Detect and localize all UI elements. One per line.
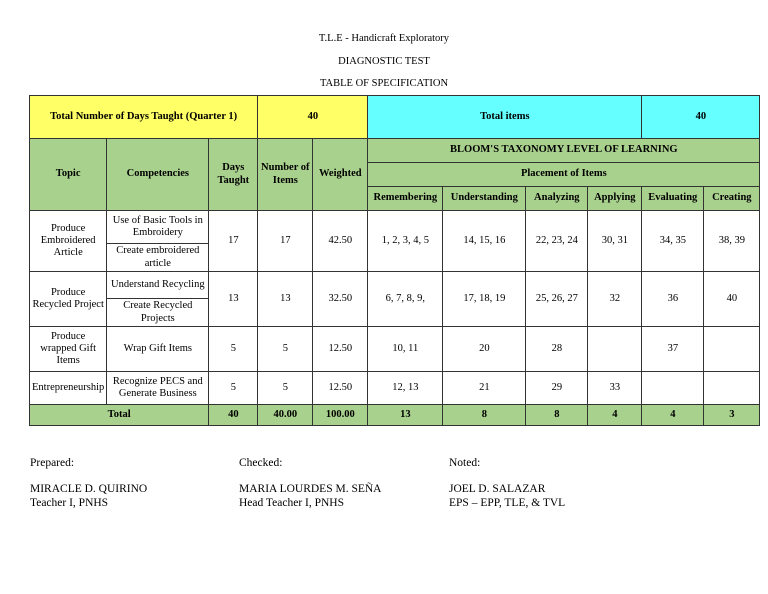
placement-cell: 22, 23, 24: [526, 211, 588, 272]
header-blooms-taxonomy: BLOOM'S TAXONOMY LEVEL OF LEARNING: [368, 139, 760, 163]
total-placement: 8: [443, 405, 526, 426]
competency-cell: Use of Basic Tools in Embroidery: [107, 211, 209, 244]
placement-cell: 17, 18, 19: [443, 272, 526, 327]
table-row: [30, 211, 760, 244]
noted-position: EPS – EPP, TLE, & TVL: [449, 497, 566, 509]
document-title: T.L.E - Handicraft Exploratory: [318, 33, 450, 44]
placement-cell: 30, 31: [588, 211, 642, 272]
total-placement: 3: [704, 405, 760, 426]
total-items-value: 40: [642, 96, 760, 139]
total-placement: 4: [588, 405, 642, 426]
placement-cell: 40: [704, 272, 760, 327]
topic-cell: Produce wrapped Gift Items: [30, 327, 107, 372]
table-row: [30, 372, 760, 405]
items-cell: 5: [258, 327, 313, 372]
placement-cell: 28: [526, 327, 588, 372]
placement-cell: 10, 11: [368, 327, 443, 372]
placement-cell: [704, 372, 760, 405]
competency-cell: Wrap Gift Items: [107, 327, 209, 372]
placement-cell: 32: [588, 272, 642, 327]
document-subtitle: DIAGNOSTIC TEST: [338, 55, 430, 67]
total-days: 40: [209, 405, 258, 426]
competency-cell: Create embroidered article: [107, 244, 209, 272]
header-level: Analyzing: [526, 187, 588, 211]
total-row: [30, 405, 760, 426]
table-row: [30, 327, 760, 372]
prepared-name: MIRACLE D. QUIRINO: [30, 483, 148, 495]
topic-cell: Produce Recycled Project: [30, 272, 107, 327]
total-items: 40.00: [258, 405, 313, 426]
header-level: Applying: [588, 187, 642, 211]
checked-name: MARIA LOURDES M. SEÑA: [239, 483, 382, 495]
placement-cell: [588, 327, 642, 372]
total-placement: 4: [642, 405, 704, 426]
placement-cell: 25, 26, 27: [526, 272, 588, 327]
header-competencies: Competencies: [107, 139, 209, 211]
prepared-signatory: [30, 456, 147, 510]
placement-cell: 21: [443, 372, 526, 405]
placement-cell: 38, 39: [704, 211, 760, 272]
items-cell: 13: [258, 272, 313, 327]
competency-cell: Understand Recycling: [107, 272, 209, 299]
competency-cell: Create Recycled Projects: [107, 299, 209, 327]
items-cell: 5: [258, 372, 313, 405]
days-taught-label: Total Number of Days Taught (Quarter 1): [30, 96, 258, 139]
placement-cell: 37: [642, 327, 704, 372]
total-placement: 13: [368, 405, 443, 426]
total-weighted: 100.00: [313, 405, 368, 426]
days-taught-value: 40: [258, 96, 368, 139]
header-placement: Placement of Items: [368, 163, 760, 187]
header-level: Remembering: [368, 187, 443, 211]
noted-signatory: [449, 456, 565, 510]
items-cell: 17: [258, 211, 313, 272]
placement-cell: 12, 13: [368, 372, 443, 405]
header-number-of-items: Number of Items: [258, 139, 313, 211]
weighted-cell: 12.50: [313, 327, 368, 372]
document-subtitle-2: TABLE OF SPECIFICATION: [319, 78, 449, 89]
document-header: [0, 31, 768, 99]
header-days-taught: Days Taught: [209, 139, 258, 211]
weighted-cell: 12.50: [313, 372, 368, 405]
placement-cell: 33: [588, 372, 642, 405]
placement-cell: 29: [526, 372, 588, 405]
placement-cell: [642, 372, 704, 405]
days-cell: 5: [209, 372, 258, 405]
prepared-position: Teacher I, PNHS: [30, 497, 109, 509]
total-label: Total: [30, 405, 209, 426]
days-cell: 17: [209, 211, 258, 272]
specification-table: [29, 95, 760, 426]
placement-cell: 34, 35: [642, 211, 704, 272]
checked-label: Checked:: [239, 457, 283, 469]
checked-position: Head Teacher I, PNHS: [239, 497, 345, 509]
placement-cell: 6, 7, 8, 9,: [368, 272, 443, 327]
total-placement: 8: [526, 405, 588, 426]
header-weighted: Weighted: [313, 139, 368, 211]
days-cell: 5: [209, 327, 258, 372]
placement-cell: 36: [642, 272, 704, 327]
weighted-cell: 42.50: [313, 211, 368, 272]
days-cell: 13: [209, 272, 258, 327]
topic-cell: Produce Embroidered Article: [30, 211, 107, 272]
header-level: Creating: [704, 187, 760, 211]
total-items-label: Total items: [368, 96, 642, 139]
noted-label: Noted:: [449, 457, 481, 469]
competency-cell: Recognize PECS and Generate Business: [107, 372, 209, 405]
placement-cell: 20: [443, 327, 526, 372]
table-row: [30, 272, 760, 299]
header-topic: Topic: [30, 139, 107, 211]
placement-cell: 1, 2, 3, 4, 5: [368, 211, 443, 272]
topic-cell: Entrepreneurship: [30, 372, 107, 405]
header-level: Understanding: [443, 187, 526, 211]
weighted-cell: 32.50: [313, 272, 368, 327]
checked-signatory: [239, 456, 382, 510]
noted-name: JOEL D. SALAZAR: [449, 483, 546, 495]
header-level: Evaluating: [642, 187, 704, 211]
placement-cell: [704, 327, 760, 372]
prepared-label: Prepared:: [30, 457, 75, 469]
placement-cell: 14, 15, 16: [443, 211, 526, 272]
